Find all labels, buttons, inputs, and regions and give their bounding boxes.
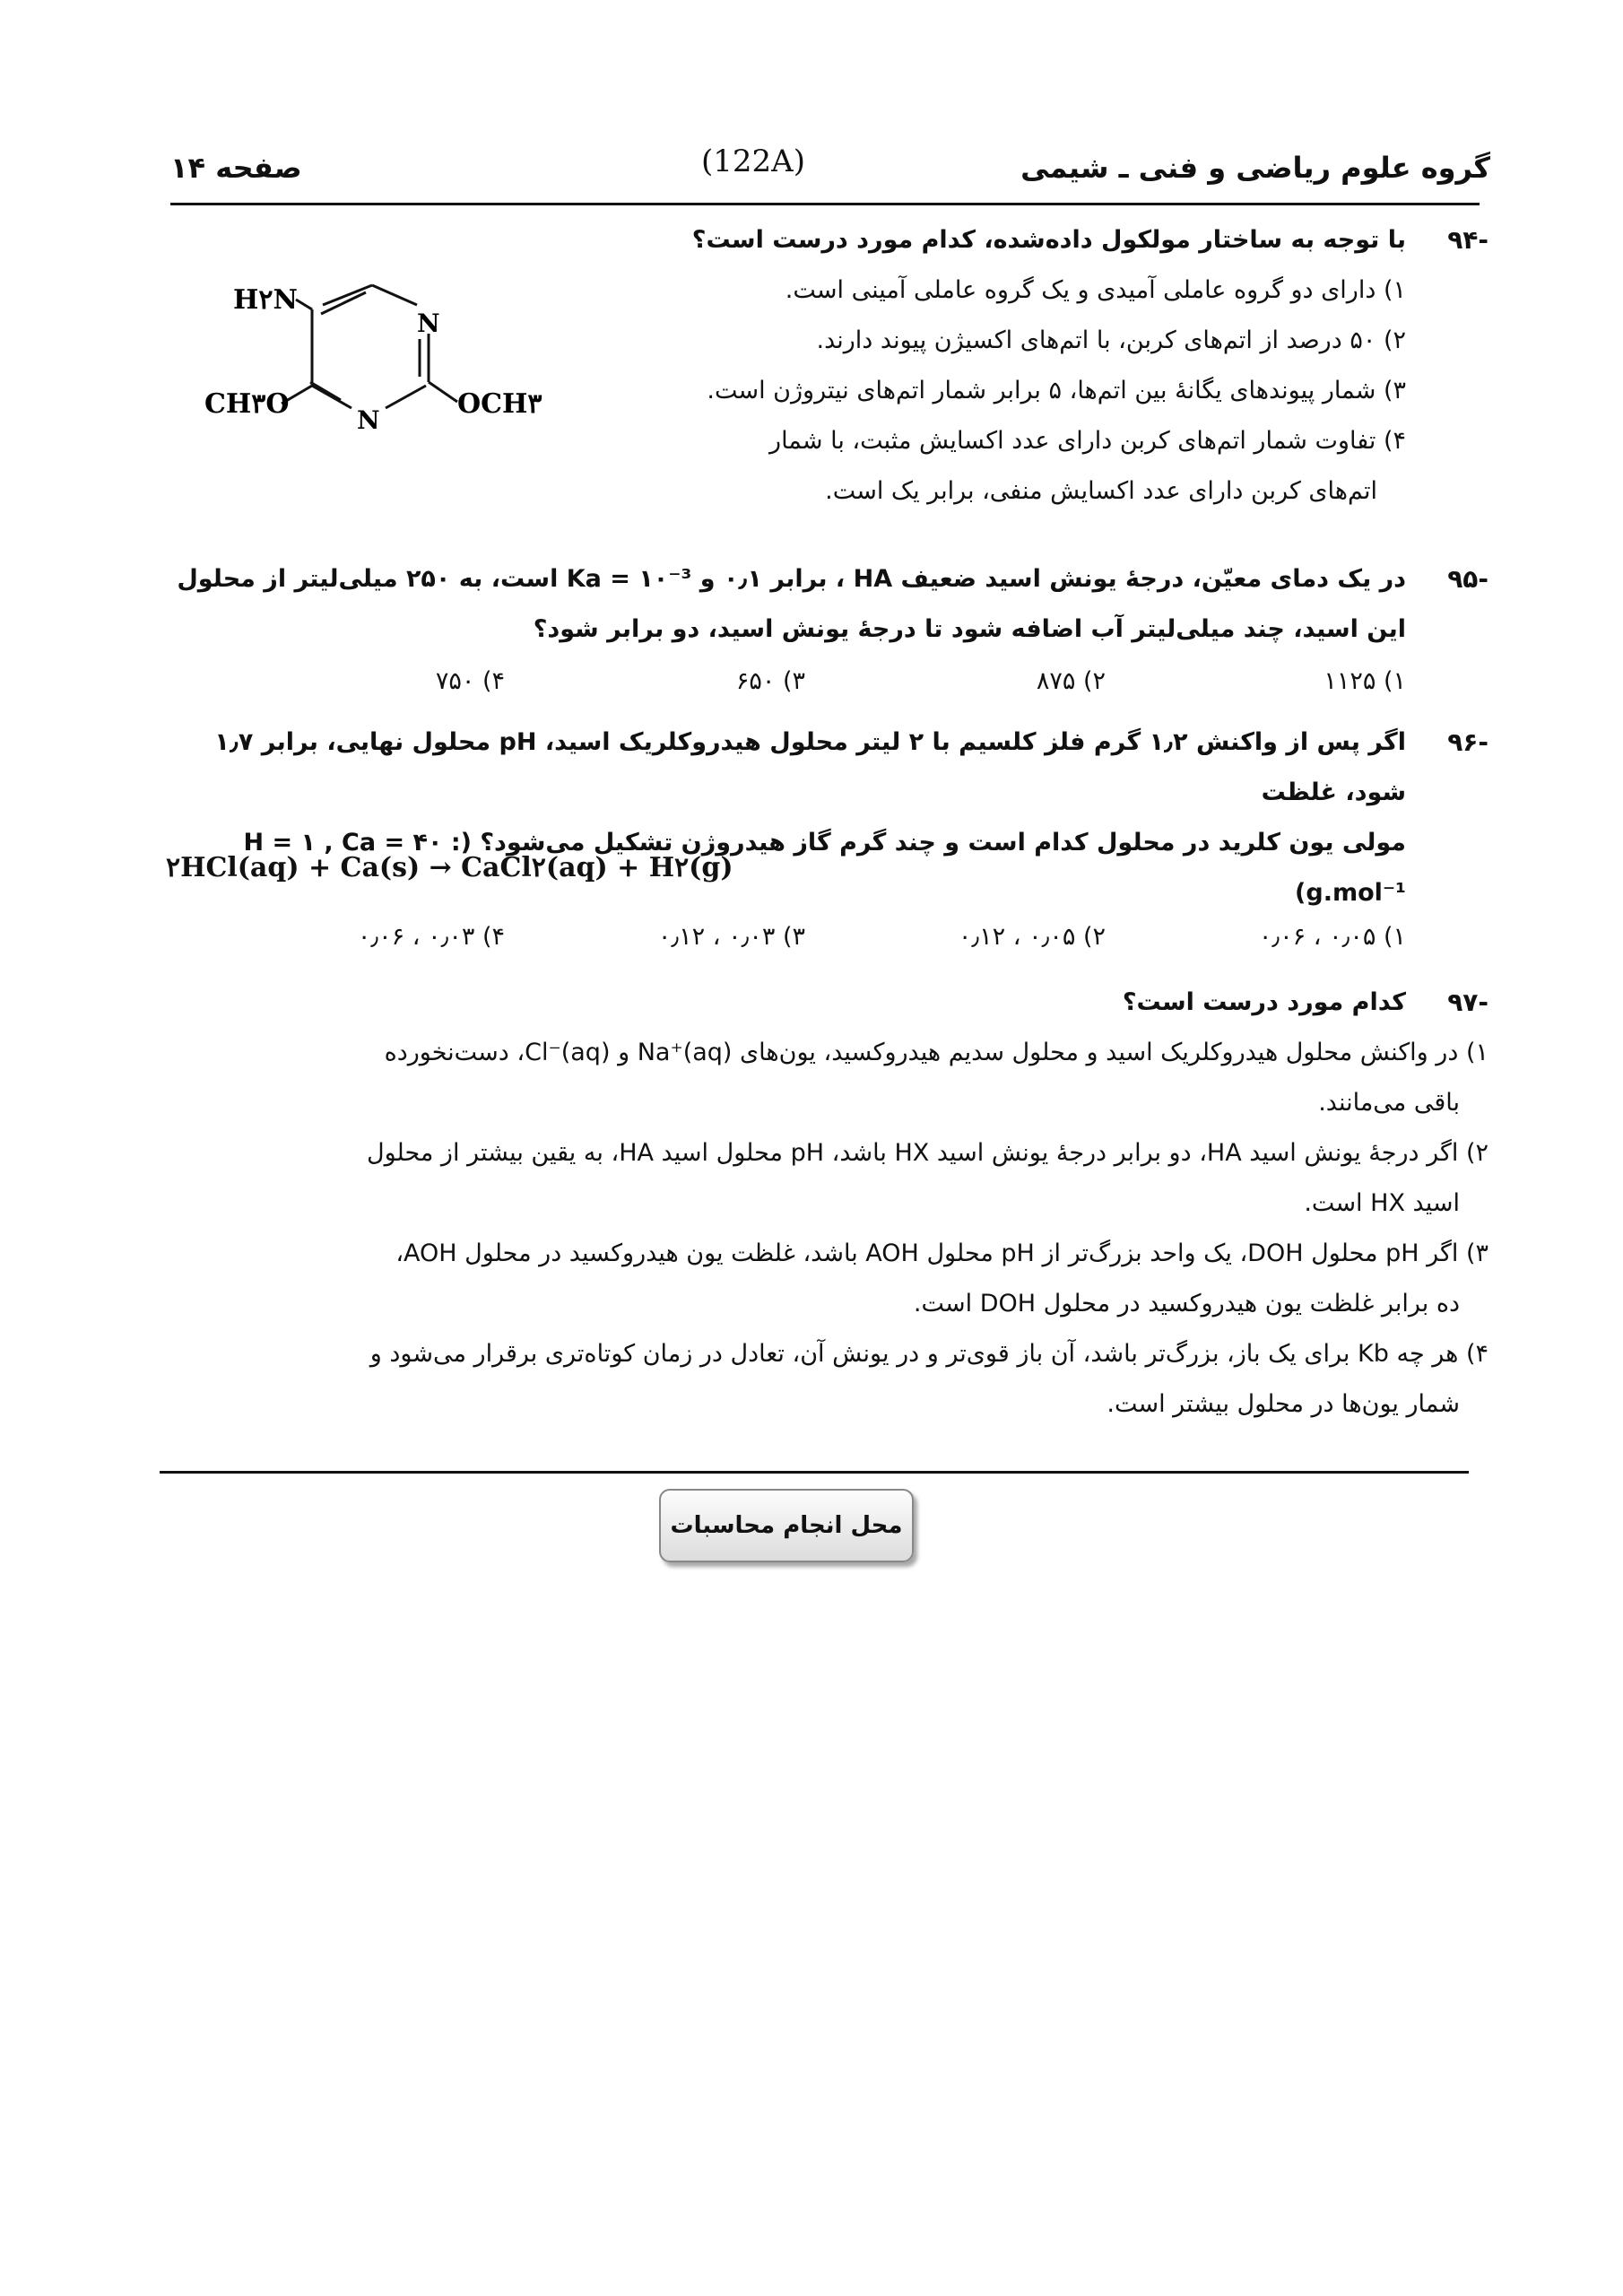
options-row (204, 910, 1406, 964)
question-97 (152, 978, 1488, 1430)
question-number: -۹۴ (1447, 225, 1488, 255)
option-1: ۱) ۰٫۰۵ ، ۰٫۰۶ (1258, 923, 1406, 951)
option-3: ۳) اگر pH محلول DOH، یک واحد بزرگ‌تر از pH محلول AOH باشد، غلظت یون هیدروکسید در محلول AOH، (395, 1239, 1488, 1267)
option-2-continued: اسید HX است. (1304, 1189, 1460, 1217)
question-text: کدام مورد درست است؟ (1122, 988, 1406, 1016)
question-94 (152, 215, 1488, 517)
reaction-equation: ۲HCl(aq) + Ca(s) → CaCl۲(aq) + H۲(g) (166, 852, 733, 883)
question-95 (152, 554, 1488, 709)
option-4: ۴) هر چه Kb برای یک باز، بزرگ‌تر باشد، آن باز قوی‌تر و در یونش آن، تعادل در زمان کوتاه‌تری برقرار می‌شود و (369, 1340, 1488, 1368)
option-1-continued: باقی می‌مانند. (1318, 1089, 1460, 1117)
calculation-area-button[interactable]: محل انجام محاسبات (659, 1489, 914, 1562)
amine-group-label: H۲N (233, 284, 298, 316)
question-text-line-1: اگر پس از واکنش ۱٫۲ گرم فلز کلسیم با ۲ لیتر محلول هیدروکلریک اسید، pH محلول نهایی، برابر ۱٫۷ شود، غلظت (214, 728, 1406, 806)
question-96 (152, 718, 1488, 918)
option-2: ۲) ۰٫۰۵ ، ۰٫۱۲ (958, 923, 1106, 951)
question-text-line-2: مولی یون کلرید در محلول کدام است و چند گرم گاز هیدروژن تشکیل می‌شود؟ (H = ۱ , Ca = ۴۰ : g.mol⁻¹) (243, 829, 1406, 907)
question-number: -۹۶ (1447, 727, 1488, 757)
option-4-continued: اتم‌های کربن دارای عدد اکسایش منفی، برابر یک است. (825, 477, 1377, 505)
ring-nitrogen-top: N (417, 309, 440, 338)
methoxy-left-label: CH۳O (204, 388, 290, 420)
page-number: صفحه ۱۴ (170, 151, 302, 185)
question-number: -۹۷ (1447, 987, 1488, 1017)
option-4: ۴) ۰٫۰۳ ، ۰٫۰۶ (357, 923, 505, 951)
option-2: ۲) ۵۰ درصد از اتم‌های کربن، با اتم‌های اکسیژن پیوند دارند. (816, 326, 1406, 354)
question-text-line-1: در یک دمای معیّن، درجهٔ یونش اسید ضعیف HA ، برابر ۰٫۱ و Ka = ۱۰⁻³ است، به ۲۵۰ میلی‌لیتر از محلول (177, 565, 1406, 593)
methoxy-right-label: OCH۳ (457, 388, 542, 420)
option-1: ۱) دارای دو گروه عاملی آمیدی و یک گروه عاملی آمینی است. (785, 276, 1406, 304)
option-2: ۲) اگر درجهٔ یونش اسید HA، دو برابر درجهٔ یونش اسید HX باشد، pH محلول اسید HA، به یقین بیشتر از محلول (366, 1139, 1488, 1167)
option-4: ۴) تفاوت شمار اتم‌های کربن دارای عدد اکسایش مثبت، با شمار (769, 427, 1406, 455)
question-96-options (152, 910, 1488, 964)
question-text-line-2: این اسید، چند میلی‌لیتر آب اضافه شود تا درجهٔ یونش اسید، دو برابر شود؟ (533, 615, 1406, 643)
question-number: -۹۵ (1447, 564, 1488, 594)
header-rule (170, 203, 1480, 205)
option-1: ۱) در واکنش محلول هیدروکلریک اسید و محلول سدیم هیدروکسید، یون‌های Na⁺(aq) و Cl⁻(aq)، دست‌نخورده (384, 1039, 1488, 1066)
option-4: ۴) ۷۵۰ (435, 667, 505, 695)
header-title: گروه علوم ریاضی و فنی ـ شیمی (1020, 151, 1490, 185)
option-3: ۳) شمار پیوندهای یگانهٔ بین اتم‌ها، ۵ برابر شمار اتم‌های نیتروژن است. (707, 377, 1406, 404)
options-row (204, 655, 1406, 709)
footer-rule (160, 1471, 1469, 1474)
option-1: ۱) ۱۱۲۵ (1324, 667, 1406, 695)
ring-nitrogen-bottom: N (357, 405, 380, 435)
question-text: با توجه به ساختار مولکول داده‌شده، کدام مورد درست است؟ (691, 226, 1406, 254)
option-4-continued: شمار یون‌ها در محلول بیشتر است. (1107, 1390, 1460, 1418)
exam-code: (122A) (701, 144, 805, 179)
option-3: ۳) ۶۵۰ (735, 667, 805, 695)
option-3: ۳) ۰٫۰۳ ، ۰٫۱۲ (657, 923, 805, 951)
option-2: ۲) ۸۷۵ (1036, 667, 1106, 695)
option-3-continued: ده برابر غلظت یون هیدروکسید در محلول DOH است. (913, 1290, 1460, 1318)
